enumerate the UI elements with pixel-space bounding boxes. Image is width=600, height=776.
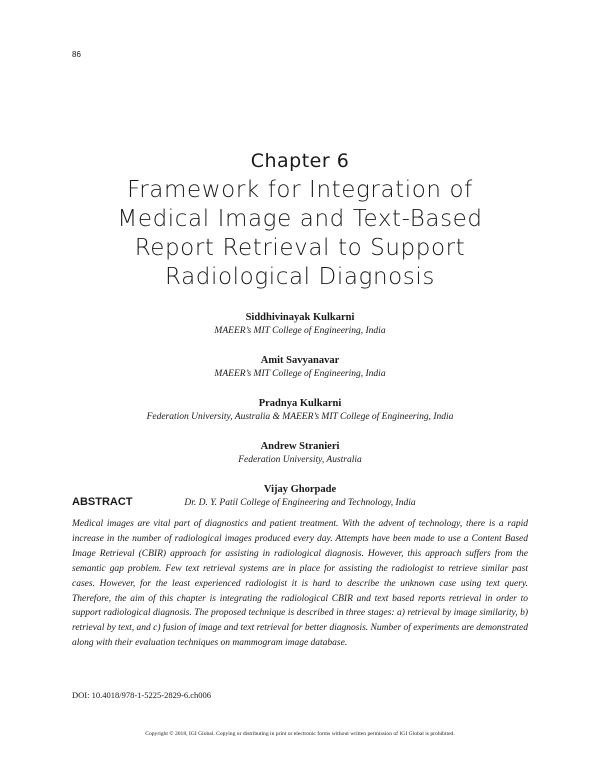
abstract-text: Medical images are vital part of diagnostics and patient treatment. With the advent of technology, there is a rapid increase in the number of radiological images produced every day. Attempts have been made to use a Content Based Image Retrieval (CBIR) approach for assisting in radiological diagnosis. However, this approach suffers from the semantic gap problem. Few text retrieval systems are in place for assisting the radiologist to retrieve similar past cases. However, for the least experienced radiologist it is hard to describe the unknown case using text query. Therefore, the aim of this chapter is integrating the radiological CBIR and text based reports retrieval in order to support radiological diagnosis. The proposed technique is described in three stages: a) retrieval by image similarity, b) retrieval by text, and c) fusion of image and text retrieval for better diagnosis. Number of experiments are demonstrated along with their evaluation techniques on mammogram image database. bbox=[72, 519, 528, 649]
abstract-heading: ABSTRACT bbox=[72, 496, 133, 508]
author-affiliation: Federation University, Australia bbox=[238, 455, 362, 465]
chapter-title-line: Medical Image and Text-Based bbox=[117, 206, 483, 232]
author-name: Amit Savyanavar bbox=[260, 355, 340, 366]
page-number: 86 bbox=[72, 50, 81, 59]
chapter-title-line: Framework for Integration of bbox=[127, 177, 473, 203]
author-list bbox=[0, 311, 600, 526]
author-affiliation: MAEER’s MIT College of Engineering, India bbox=[214, 369, 386, 379]
author-block bbox=[0, 354, 600, 397]
author-block bbox=[0, 311, 600, 354]
doi-line: DOI: 10.4018/978-1-5225-2829-6.ch006 bbox=[72, 690, 212, 700]
author-name: Siddhivinayak Kulkarni bbox=[245, 312, 355, 323]
author-block bbox=[0, 397, 600, 440]
chapter-title-line: Radiological Diagnosis bbox=[165, 264, 435, 290]
chapter-label: Chapter 6 bbox=[250, 150, 350, 172]
copyright-notice: Copyright © 2018, IGI Global. Copying or distributing in print or electronic forms without written permission of IGI Global is prohibited. bbox=[145, 731, 455, 737]
author-name: Andrew Stranieri bbox=[260, 441, 340, 452]
author-name: Vijay Ghorpade bbox=[263, 484, 337, 495]
author-block bbox=[0, 440, 600, 483]
chapter-title bbox=[60, 176, 540, 292]
author-affiliation: Federation University, Australia & MAEER’s MIT College of Engineering, India bbox=[146, 412, 454, 422]
author-affiliation: Dr. D. Y. Patil College of Engineering and Technology, India bbox=[184, 498, 416, 508]
chapter-title-line: Report Retrieval to Support bbox=[134, 235, 466, 261]
author-name: Pradnya Kulkarni bbox=[258, 398, 342, 409]
author-affiliation: MAEER’s MIT College of Engineering, India bbox=[214, 326, 386, 336]
